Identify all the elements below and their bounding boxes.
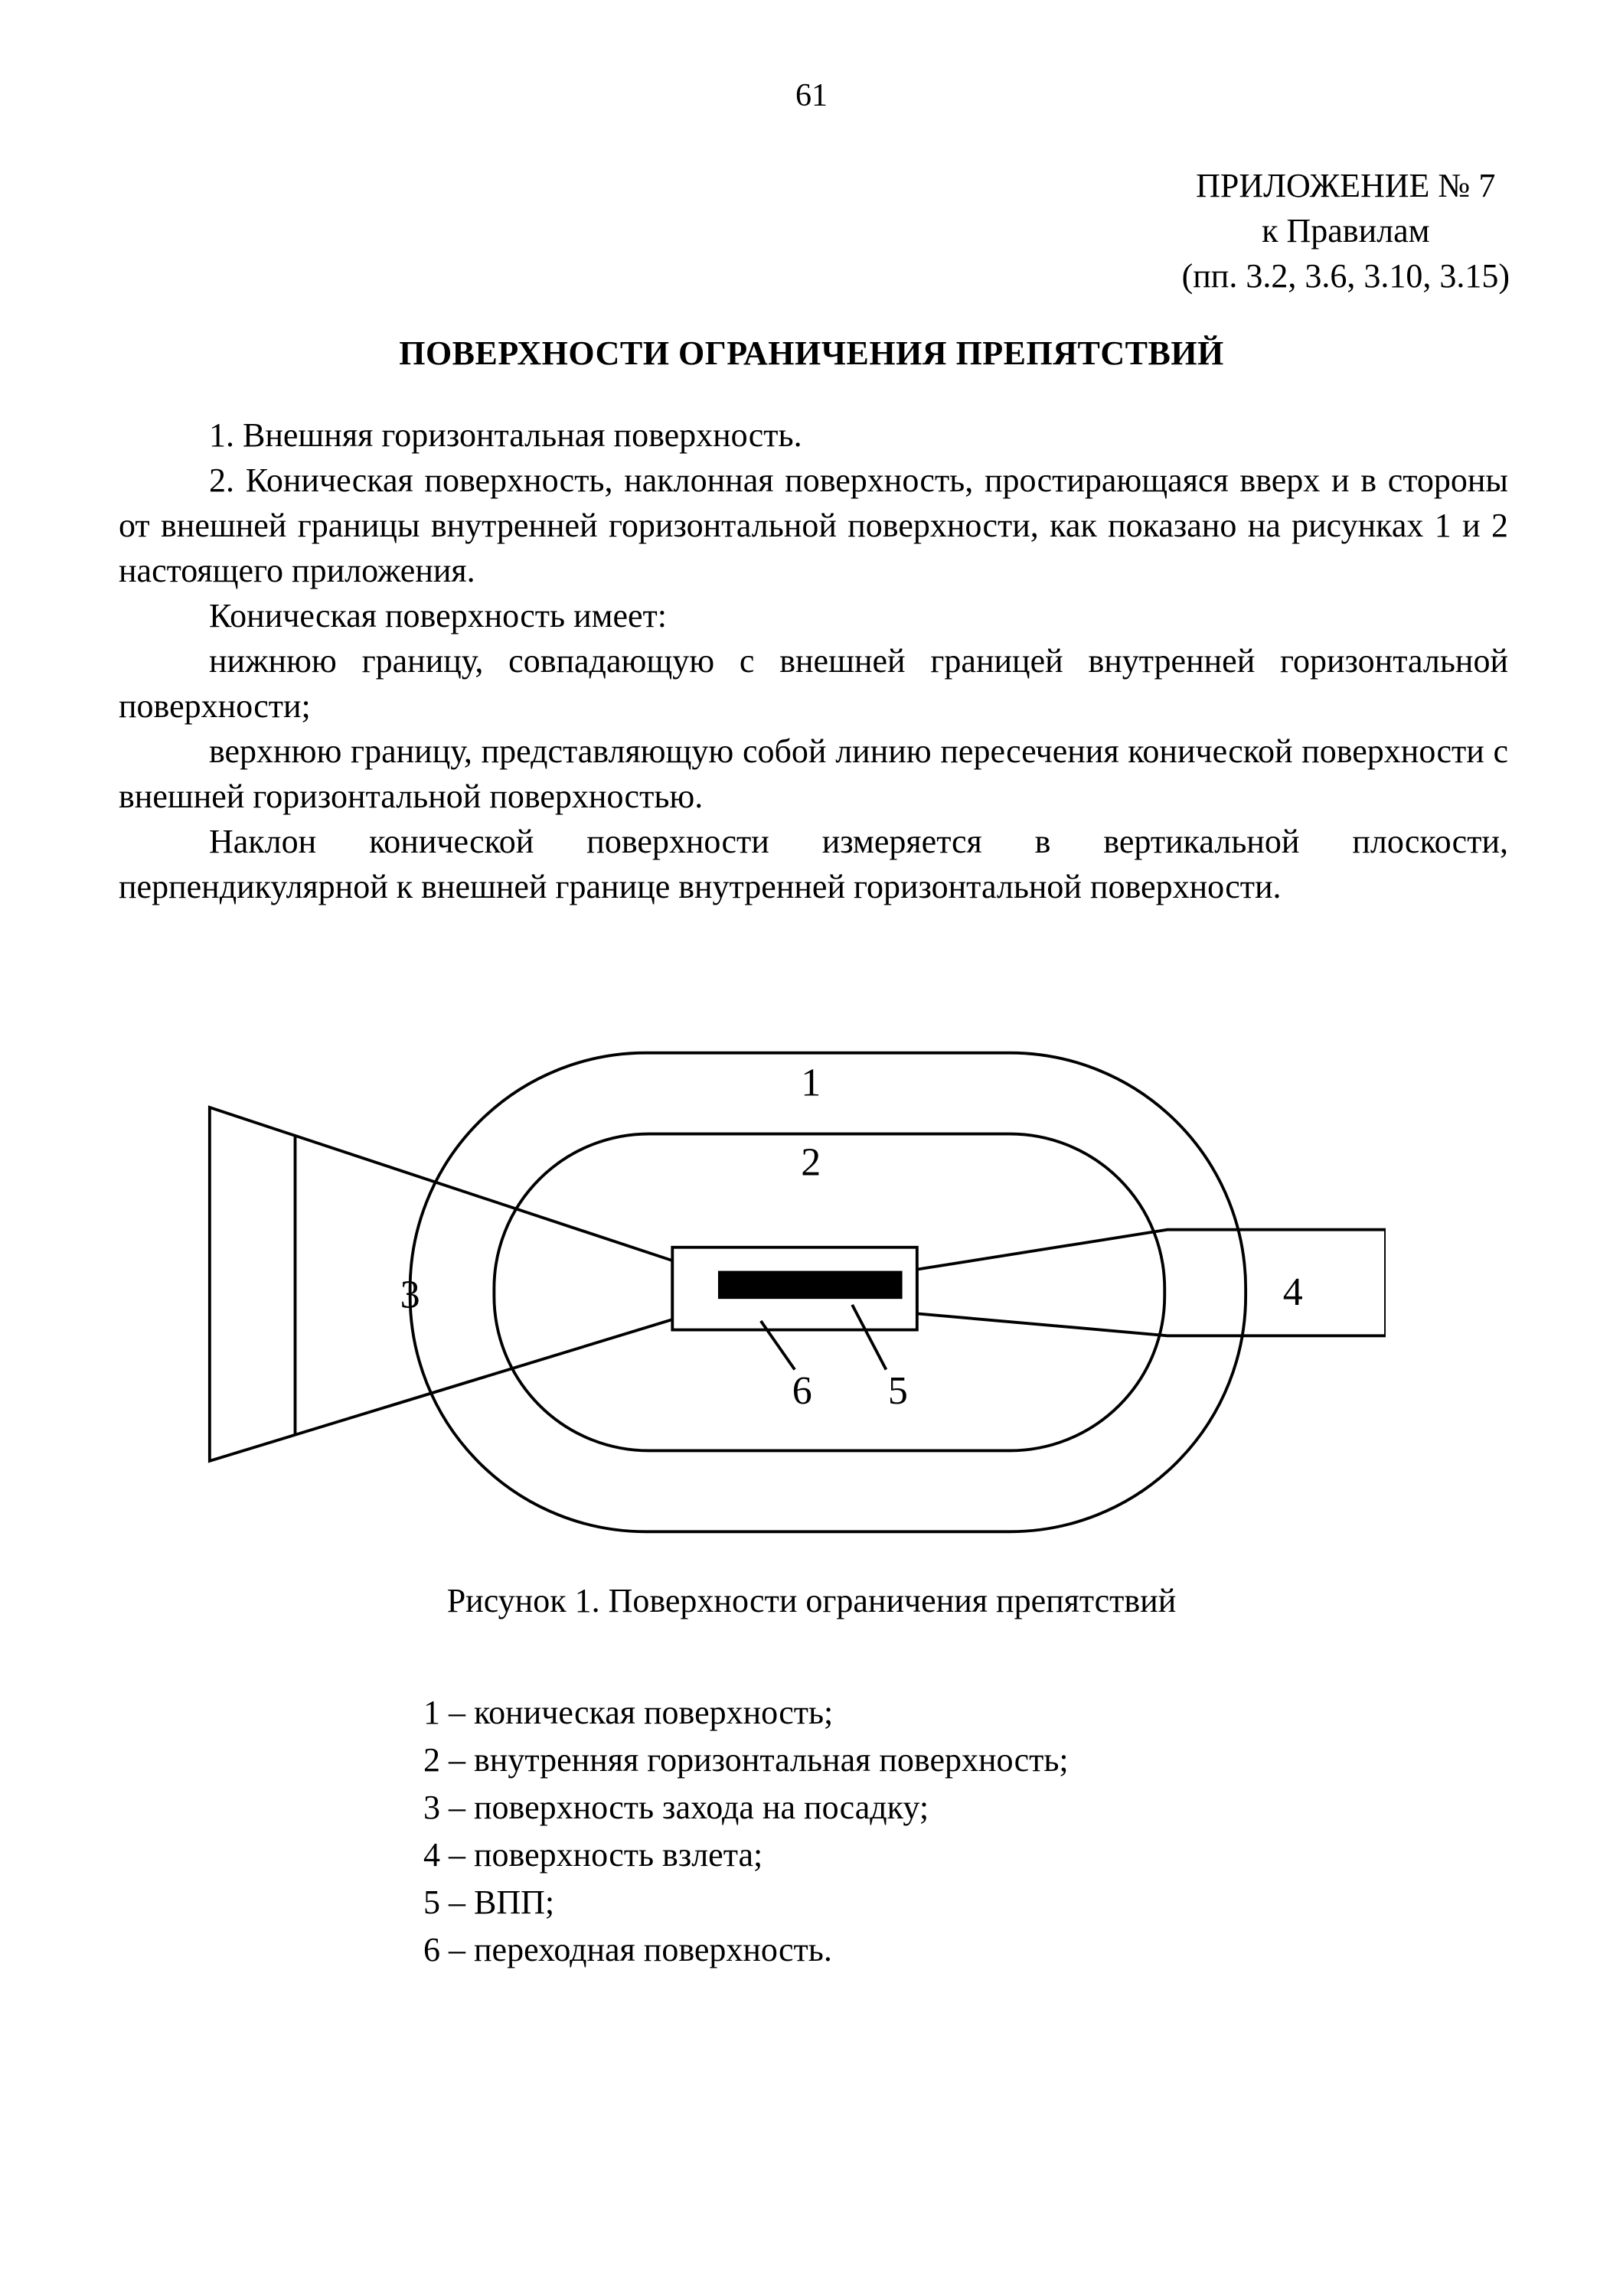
paragraph: Коническая поверхность имеет:	[209, 597, 667, 634]
legend-item: 4 – поверхность взлета;	[423, 1836, 763, 1874]
paragraph: нижнюю границу, совпадающую с внешней границей внутренней горизонтальной поверхности;	[119, 642, 1508, 725]
page-number: 61	[795, 78, 828, 113]
figure-caption: Рисунок 1. Поверхности ограничения препятствий	[446, 1582, 1177, 1619]
obstacle-limitation-surfaces-diagram	[207, 1045, 1386, 1558]
body-text	[0, 413, 1623, 909]
appendix-header	[0, 163, 1623, 298]
paragraph: 1. Внешняя горизонтальная поверхность.	[209, 416, 802, 454]
label-conical-surface: 1	[801, 1061, 821, 1105]
label-inner-horizontal-surface: 2	[801, 1140, 821, 1185]
legend-item: 1 – коническая поверхность;	[423, 1694, 834, 1731]
appendix-title: ПРИЛОЖЕНИЕ № 7	[1196, 167, 1496, 204]
label-approach-surface: 3	[400, 1273, 420, 1317]
appendix-subtitle: к Правилам	[1262, 212, 1430, 249]
legend-item: 6 – переходная поверхность.	[423, 1931, 832, 1968]
label-runway: 5	[887, 1368, 908, 1413]
label-transitional-surface: 6	[792, 1368, 812, 1413]
paragraph: 2. Коническая поверхность, наклонная поверхность, простирающаяся вверх и в стороны от внешней границы внутренней горизонтальной поверхности, как показано на рисунках 1 и 2 настоящего приложения.	[119, 461, 1508, 589]
paragraph: Наклон конической поверхности измеряется в вертикальной плоскости, перпендикулярной к внешней границе внутренней горизонтальной поверхности.	[119, 823, 1508, 905]
legend-item: 2 – внутренняя горизонтальная поверхность;	[423, 1741, 1069, 1779]
label-takeoff-surface: 4	[1282, 1270, 1303, 1314]
appendix-clauses: (пп. 3.2, 3.6, 3.10, 3.15)	[1181, 257, 1510, 295]
runway	[718, 1271, 903, 1300]
legend-item: 3 – поверхность захода на посадку;	[423, 1789, 929, 1826]
paragraph: верхнюю границу, представляющую собой линию пересечения конической поверхности с внешней горизонтальной поверхностью.	[119, 732, 1508, 815]
approach-surface	[210, 1107, 672, 1461]
figure-1	[207, 1045, 1386, 1558]
legend-item: 5 – ВПП;	[423, 1883, 555, 1921]
takeoff-surface	[917, 1230, 1386, 1336]
document-title: ПОВЕРХНОСТИ ОГРАНИЧЕНИЯ ПРЕПЯТСТВИЙ	[399, 334, 1224, 372]
figure-legend	[423, 1689, 1623, 1974]
